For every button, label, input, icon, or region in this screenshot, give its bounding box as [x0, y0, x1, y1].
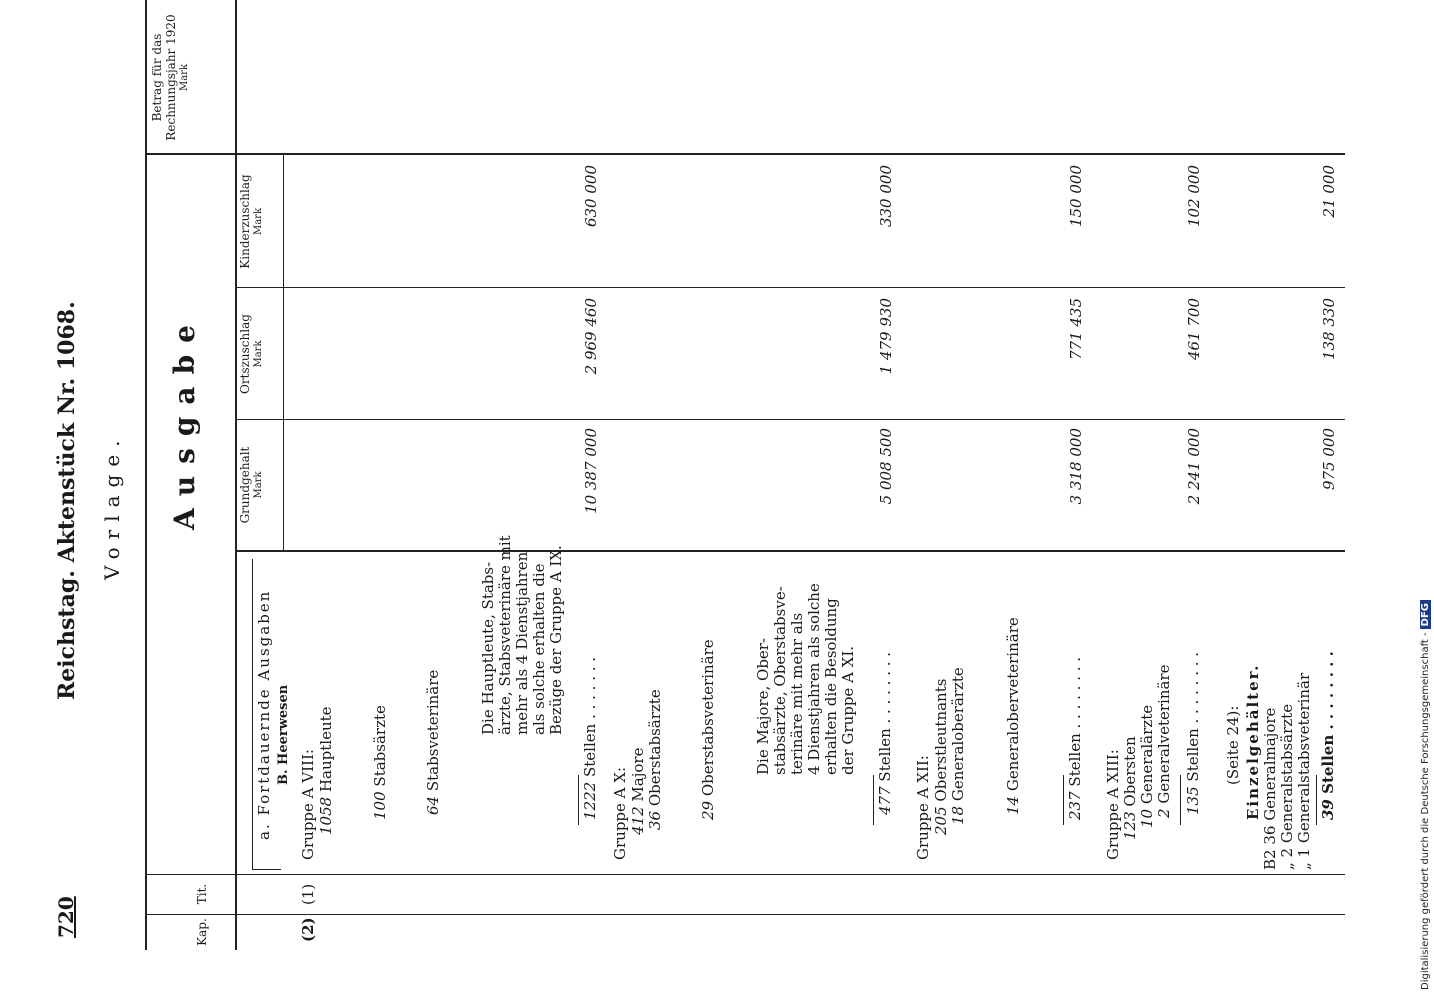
grundgehalt-value: 10 387 000: [582, 428, 600, 514]
page-number: 720: [54, 896, 78, 938]
group-note: Die Majore, Ober-: [754, 637, 772, 775]
list-item: 1058 Hauptleute: [317, 706, 335, 835]
list-item: „ 2 Generalstabsärzte: [1278, 703, 1296, 870]
list-item: 18 Generaloberärzte: [949, 667, 967, 825]
col-kinderzuschlag: Kinderzuschlag Mark: [238, 174, 264, 269]
header-title: Reichstag. Aktenstück Nr. 1068.: [54, 301, 80, 700]
section-subheading: B. Heerwesen: [276, 684, 291, 785]
group-title: Gruppe A X:: [611, 767, 629, 860]
table-top-rule: [145, 0, 147, 950]
list-item: 100 Stabsärzte: [371, 705, 389, 820]
ortszuschlag-value: 1 479 930: [877, 298, 895, 375]
group-note: als solche erhalten die: [530, 563, 548, 735]
group-note: 4 Dienstjahren als solche: [805, 583, 823, 775]
total-line: 135 Stellen . . . . . . . .: [1184, 651, 1202, 815]
group-note: Bezüge der Gruppe A IX.: [547, 545, 565, 735]
column-head-rule: [235, 0, 237, 950]
total-line: 477 Stellen . . . . . . . .: [876, 651, 894, 815]
group-note: stabsärzte, Oberstabsve-: [771, 586, 789, 775]
group-note: mehr als 4 Dienstjahren: [513, 551, 531, 735]
col-kap: Kap.: [195, 918, 209, 946]
group-note: Die Hauptleute, Stabs-: [479, 561, 497, 735]
group-title: Gruppe A VIII:: [299, 749, 317, 860]
list-item: 14 Generaloberveterinäre: [1004, 617, 1022, 815]
sum-rule: [578, 775, 579, 825]
total-line: 39 Stellen . . . . . . . .: [1319, 651, 1337, 820]
tit-number: (1): [299, 883, 317, 905]
kap-col-rule: [145, 914, 1345, 915]
list-item: 64 Stabsveterinäre: [424, 669, 442, 815]
group-title: Gruppe A XII:: [914, 755, 932, 860]
list-item: Einzelgehälter.: [1244, 663, 1262, 820]
subtitle: Vorlage.: [100, 432, 124, 580]
text-col-rule: [235, 551, 1345, 553]
list-item: 36 Oberstabsärzte: [646, 689, 664, 830]
grundgehalt-value: 975 000: [1320, 428, 1338, 491]
subhead-rule: [283, 155, 284, 552]
total-line: 1222 Stellen . . . . . . .: [581, 656, 599, 820]
sum-rule: [1316, 775, 1317, 825]
kap-number: (2): [299, 917, 317, 942]
list-item: B2 36 Generalmajore: [1261, 707, 1279, 870]
ort-kind-rule: [235, 287, 1345, 288]
col-tit: Tit.: [195, 883, 209, 905]
group-note: erhalten die Besoldung: [822, 598, 840, 775]
dfg-side-note: [1416, 0, 1434, 1000]
section-heading: a. Fortdauernde Ausgaben: [255, 589, 273, 840]
ortszuschlag-value: 138 330: [1320, 298, 1338, 361]
sum-rule: [873, 775, 874, 825]
dfg-logo-icon: DFG: [1420, 600, 1431, 629]
grund-ort-rule: [235, 419, 1345, 420]
grundgehalt-value: 2 241 000: [1185, 428, 1203, 505]
col-grundgehalt: Grundgehalt Mark: [238, 446, 264, 524]
list-item: 10 Generalärzte: [1138, 704, 1156, 828]
group-title: (Seite 24):: [1224, 705, 1242, 785]
col-ortszuschlag: Ortszuschlag Mark: [238, 314, 264, 394]
ortszuschlag-value: 461 700: [1185, 298, 1203, 361]
list-item: 205 Oberstleutnants: [932, 678, 950, 835]
kinderzuschlag-value: 150 000: [1067, 165, 1085, 228]
sum-rule: [1180, 775, 1181, 825]
list-item: 123 Obersten: [1121, 736, 1139, 840]
kinderzuschlag-value: 330 000: [877, 165, 895, 228]
list-item: 2 Generalveterinäre: [1155, 664, 1173, 818]
sum-col-rule: [145, 154, 1345, 156]
col-betrag: Betrag für das Rechnungsjahr 1920 Mark: [150, 14, 190, 141]
list-item: „ 1 Generalstabsveterinär: [1295, 672, 1313, 870]
ortszuschlag-value: 2 969 460: [582, 298, 600, 375]
kinderzuschlag-value: 21 000: [1320, 165, 1338, 218]
section-title: Ausgabe: [168, 313, 201, 530]
group-note: ärzte, Stabsveterinäre mit: [496, 535, 514, 735]
ortszuschlag-value: 771 435: [1067, 298, 1085, 361]
kinderzuschlag-value: 630 000: [582, 165, 600, 228]
grundgehalt-value: 3 318 000: [1067, 428, 1085, 505]
group-note: der Gruppe A XI.: [839, 645, 857, 775]
group-title: Gruppe A XIII:: [1104, 749, 1122, 860]
total-line: 237 Stellen . . . . . . . .: [1066, 656, 1084, 820]
tit-col-rule: [145, 874, 1345, 875]
sum-rule: [1063, 775, 1064, 825]
group-note: terinäre mit mehr als: [788, 612, 806, 775]
list-item: 29 Oberstabsveterinäre: [699, 639, 717, 820]
list-item: 412 Majore: [629, 747, 647, 835]
grundgehalt-value: 5 008 500: [877, 428, 895, 505]
kinderzuschlag-value: 102 000: [1185, 165, 1203, 228]
side-note-text: Digitalisierung gefördert durch die Deutsche Forschungsgemeinschaft -: [1420, 632, 1431, 990]
